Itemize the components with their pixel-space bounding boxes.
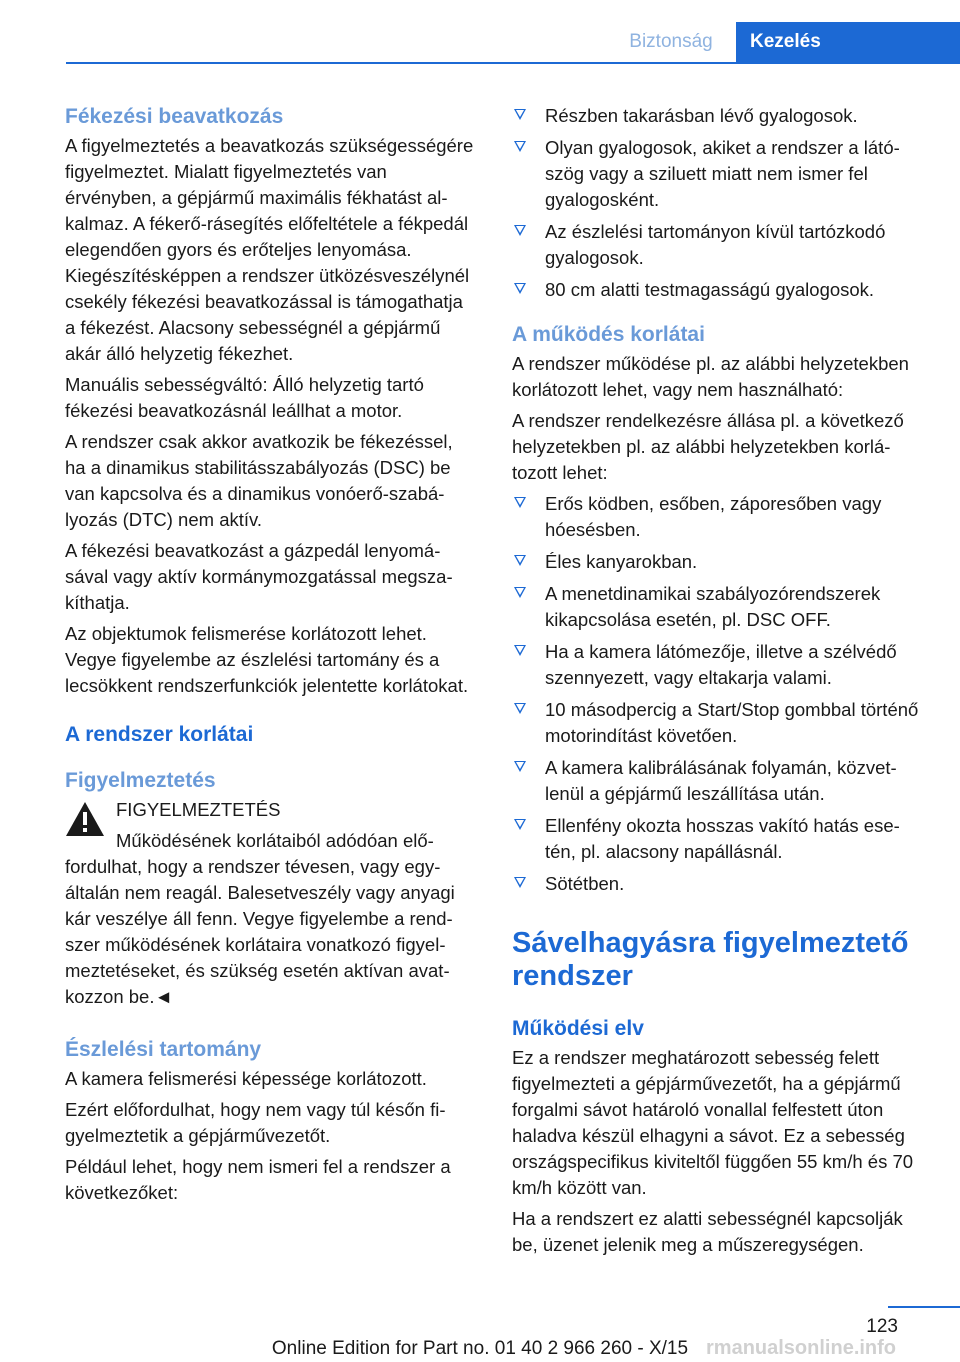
list-pedestrians [512, 103, 924, 303]
list-item: Ellenfény okozta hosszas vakító hatás esetén, pl. alacsony napállásnál. [512, 813, 924, 865]
heading-mukodesi-elv: Működési elv [512, 1017, 644, 1040]
section-title-savelhagyas: Sávelhagyásra figyelmeztető rendszer [512, 927, 909, 992]
page-header [0, 22, 960, 64]
triangle-bullet-icon [514, 761, 526, 772]
triangle-bullet-icon [514, 645, 526, 656]
paragraph: A rendszer csak akkor avatkozik be fékezéssel, ha a dinamikus stabilitásszabályozás (DSC) be van kapcsolva és a dinamikus vonóerő-szabályozás (DTC) nem aktív. [65, 431, 453, 530]
list-item: Részben takarásban lévő gyalogosok. [512, 103, 924, 129]
right-column [512, 103, 924, 1263]
triangle-bullet-icon [514, 703, 526, 714]
triangle-bullet-icon [514, 141, 526, 152]
triangle-bullet-icon [514, 877, 526, 888]
list-item: 80 cm alatti testmagasságú gyalogosok. [512, 277, 924, 303]
edition-footer: Online Edition for Part no. 01 40 2 966 260 - X/15 [271, 1338, 689, 1359]
triangle-bullet-icon [514, 819, 526, 830]
triangle-bullet-icon [514, 587, 526, 598]
paragraph: Az objektumok felismerése korlátozott lehet. Vegye figyelembe az észlelési tartomány és a lecsökkent rendszerfunkciók jelentette korlátokat. [65, 623, 469, 696]
warning-title: FIGYELMEZTETÉS [116, 799, 281, 820]
paragraph: Ez a rendszer meghatározott sebesség felett figyelmezteti a gépjárművezetőt, ha a gépjármű forgalmi sávot határoló vonallal felfestett úton haladva készül elhagyni a sávot. Ez a sebesség országspecifikus kiviteltől függően 55 km/h és 70 km/h között van. [512, 1047, 914, 1198]
warning-block [65, 797, 477, 1010]
list-limitations [512, 491, 924, 897]
warning-triangle-icon [65, 801, 105, 837]
footer-rule [888, 1306, 960, 1308]
paragraph: Például lehet, hogy nem ismeri fel a rendszer a következőket: [65, 1156, 451, 1203]
heading-rendszer-korlatai: A rendszer korlátai [65, 723, 254, 746]
list-item: Erős ködben, esőben, záporesőben vagy hóesésben. [512, 491, 924, 543]
paragraph: Ezért előfordulhat, hogy nem vagy túl későn figyelmeztetik a gépjárművezetőt. [65, 1099, 446, 1146]
paragraph: A rendszer rendelkezésre állása pl. a következő helyzetekben pl. az alábbi helyzetekben korlátozott lehet: [512, 410, 904, 483]
left-column [65, 103, 477, 1211]
triangle-bullet-icon [514, 555, 526, 566]
tab-kezeles[interactable]: Kezelés [736, 22, 960, 62]
watermark: rmanualsonline.info [706, 1337, 897, 1359]
list-item: A kamera kalibrálásának folyamán, közvetlenül a gépjármű leszállítása után. [512, 755, 924, 807]
list-item: Az észlelési tartományon kívül tartózkodó gyalogosok. [512, 219, 924, 271]
list-item: Éles kanyarokban. [512, 549, 924, 575]
paragraph: Ha a rendszert ez alatti sebességnél kapcsolják be, üzenet jelenik meg a műszeregységen. [512, 1208, 903, 1255]
paragraph: A fékezési beavatkozást a gázpedál lenyomásával vagy aktív kormánymozgatással megszakíthatja. [65, 540, 453, 613]
header-rule [66, 62, 960, 64]
list-item: 10 másodpercig a Start/Stop gombbal történő motorindítást követően. [512, 697, 924, 749]
triangle-bullet-icon [514, 283, 526, 294]
heading-figyelmeztetes: Figyelmeztetés [65, 769, 216, 792]
heading-eszlelesi-tartomany: Észlelési tartomány [65, 1038, 262, 1061]
tab-biztonsag[interactable]: Biztonság [629, 31, 713, 52]
triangle-bullet-icon [514, 225, 526, 236]
triangle-bullet-icon [514, 109, 526, 120]
paragraph: A figyelmeztetés a beavatkozás szükségességére figyelmeztet. Mialatt figyelmeztetés van érvényben, a gépjármű maximális fékhatást alkalmaz. A fékerő-rásegítés előfeltétele a fékpedál elegendően gyors és erőteljes lenyomása. Kiegészítésképpen a rendszer ütközésveszélynél csekély fékezési beavatkozással is támogathatja a fékezést. Alacsony sebességnél a gépjármű akár álló helyzetig fékezhet. [65, 135, 474, 364]
paragraph: A kamera felismerési képessége korlátozott. [65, 1068, 427, 1089]
paragraph: A rendszer működése pl. az alábbi helyzetekben korlátozott lehet, vagy nem használható: [512, 353, 909, 400]
list-item: Ha a kamera látómezője, illetve a szélvédő szennyezett, vagy eltakarja valami. [512, 639, 924, 691]
triangle-bullet-icon [514, 497, 526, 508]
list-item: Olyan gyalogosok, akiket a rendszer a látószög vagy a sziluett miatt nem ismer fel gyalogosként. [512, 135, 924, 213]
heading-fekezesi-beavatkozas: Fékezési beavatkozás [65, 105, 284, 128]
page-number: 123 [866, 1316, 898, 1337]
list-item: Sötétben. [512, 871, 924, 897]
paragraph: Manuális sebességváltó: Álló helyzetig tartó fékezési beavatkozásnál leállhat a motor. [65, 374, 424, 421]
warning-text: Működésének korlátaiból adódóan előfordulhat, hogy a rendszer tévesen, vagy egyáltalán nem reagál. Balesetveszély vagy anyagi kár veszélye áll fenn. Vegye figyelembe a rendszer működésének korlátaira vonatkozó figyelmeztetéseket, és szükség esetén aktívan avatkozzon be.◄ [65, 830, 455, 1007]
list-item: A menetdinamikai szabályozórendszerek kikapcsolása esetén, pl. DSC OFF. [512, 581, 924, 633]
heading-mukodes-korlatai: A működés korlátai [512, 323, 705, 346]
